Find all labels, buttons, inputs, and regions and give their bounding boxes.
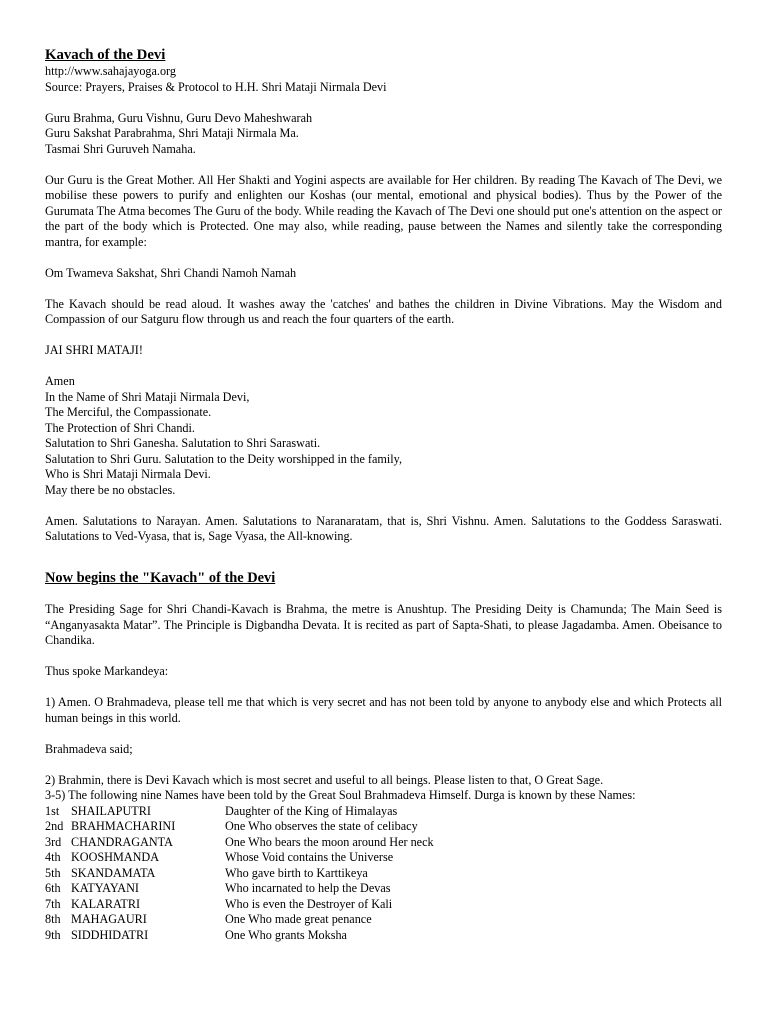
devi-name: KATYAYANI — [71, 881, 139, 895]
name-description: Daughter of the King of Himalayas — [225, 803, 398, 818]
document-title: Kavach of the Devi — [45, 47, 166, 63]
name-description: One Who made great penance — [225, 912, 372, 926]
name-description: Who incarnated to help the Devas — [225, 881, 391, 895]
list-item — [45, 850, 722, 866]
verse-2: 2) Brahmin, there is Devi Kavach which is most secret and useful to all beings. Please listen to that, O Great Sage. — [45, 772, 604, 787]
name-description: Who gave birth to Karttikeya — [225, 865, 368, 880]
list-item — [45, 912, 722, 928]
devi-name: KALARATRI — [71, 896, 141, 911]
source-url: http://www.sahajayoga.org — [45, 64, 176, 78]
guru-line: Tasmai Shri Guruveh Namaha. — [45, 141, 196, 156]
jai-shri-mataji: JAI SHRI MATAJI! — [45, 343, 143, 357]
amen-line: Salutation to Shri Ganesha. Salutation to Shri Saraswati. — [45, 436, 321, 450]
devi-name: MAHAGAURI — [71, 912, 147, 926]
list-item — [45, 897, 722, 913]
devi-name: SKANDAMATA — [71, 865, 156, 880]
name-description: Who is even the Destroyer of Kali — [225, 896, 393, 911]
presiding-paragraph: The Presiding Sage for Shri Chandi-Kavach is Brahma, the metre is Anushtup. The Presiding Deity is Chamunda; The Main Seed is “Anganyasakta Matar”. The Principle is Digbandha Devata. It is recited as part of Sapta-Shati, to please Jagadamba. Amen. Obeisance to Chandika. — [45, 602, 722, 647]
name-description: Whose Void contains the Universe — [225, 850, 394, 864]
name-ordinal: 9th — [45, 927, 61, 942]
devi-name: SIDDHIDATRI — [71, 927, 149, 942]
name-ordinal: 6th — [45, 881, 61, 895]
amen-line: May there be no obstacles. — [45, 482, 176, 497]
devi-name: SHAILAPUTRI — [71, 803, 151, 818]
amen-line: In the Name of Shri Mataji Nirmala Devi, — [45, 389, 250, 404]
name-ordinal: 8th — [45, 912, 61, 926]
verse-1: 1) Amen. O Brahmadeva, please tell me that which is very secret and has not been told by anyone to anybody else and which Protects all human beings in this world. — [45, 695, 722, 725]
name-ordinal: 2nd — [45, 819, 64, 833]
list-item — [45, 819, 722, 835]
amen-line: Who is Shri Mataji Nirmala Devi. — [45, 467, 211, 481]
list-item — [45, 804, 722, 820]
amen-line: Salutation to Shri Guru. Salutation to the Deity worshipped in the family, — [45, 451, 403, 466]
name-ordinal: 5th — [45, 865, 61, 880]
name-description: One Who bears the moon around Her neck — [225, 834, 434, 849]
devi-name: CHANDRAGANTA — [71, 834, 173, 849]
list-item — [45, 928, 722, 944]
amen-line: Amen — [45, 374, 75, 388]
salutations-paragraph: Amen. Salutations to Narayan. Amen. Salutations to Naranaratam, that is, Shri Vishnu. Amen. Salutations to the Goddess Saraswati. Salutations to Ved-Vyasa, that is, Sage Vyasa, the All-knowing. — [45, 513, 722, 543]
brahmadeva-said: Brahmadeva said; — [45, 741, 133, 756]
name-ordinal: 3rd — [45, 834, 62, 849]
list-item — [45, 881, 722, 897]
devi-name: BRAHMACHARINI — [71, 819, 176, 833]
amen-line: The Protection of Shri Chandi. — [45, 420, 195, 435]
intro-paragraph: Our Guru is the Great Mother. All Her Shakti and Yogini aspects are available for Her children. By reading The Kavach of The Devi, we mobilise these powers to purify and enlighten our Koshas (our mental, emotional and physical bodies). Thus by the Power of the Gurumata The Atma becomes The Guru of the body. While reading the Kavach of The Devi one should put one's attention on the aspect or the part of the body which is Protected. One may also, while reading, pause between the Names and silently take the corresponding mantra, for example: — [45, 172, 722, 249]
guru-line: Guru Brahma, Guru Vishnu, Guru Devo Maheshwarah — [45, 110, 313, 125]
source-line: Source: Prayers, Praises & Protocol to H.H. Shri Mataji Nirmala Devi — [45, 79, 387, 94]
list-item — [45, 866, 722, 882]
name-description: One Who observes the state of celibacy — [225, 819, 418, 833]
name-ordinal: 1st — [45, 803, 60, 818]
mantra-example: Om Twameva Sakshat, Shri Chandi Namoh Namah — [45, 265, 297, 280]
devi-name: KOOSHMANDA — [71, 850, 160, 864]
amen-block — [45, 374, 722, 498]
name-ordinal: 4th — [45, 850, 61, 864]
verse-3-5: 3-5) The following nine Names have been told by the Great Soul Brahmadeva Himself. Durga is known by these Names: — [45, 788, 636, 802]
nine-names-list — [45, 804, 722, 944]
guru-line: Guru Sakshat Parabrahma, Shri Mataji Nirmala Ma. — [45, 126, 299, 140]
section-heading: Now begins the "Kavach" of the Devi — [45, 569, 276, 586]
list-item — [45, 835, 722, 851]
guru-mantra-block — [45, 111, 722, 158]
markandeya-line: Thus spoke Markandeya: — [45, 664, 169, 678]
name-ordinal: 7th — [45, 896, 61, 911]
read-aloud-paragraph: The Kavach should be read aloud. It washes away the 'catches' and bathes the children in Divine Vibrations. May the Wisdom and Compassion of our Satguru flow through us and reach the four quarters of the earth. — [45, 296, 722, 326]
amen-line: The Merciful, the Compassionate. — [45, 405, 212, 419]
name-description: One Who grants Moksha — [225, 927, 347, 942]
